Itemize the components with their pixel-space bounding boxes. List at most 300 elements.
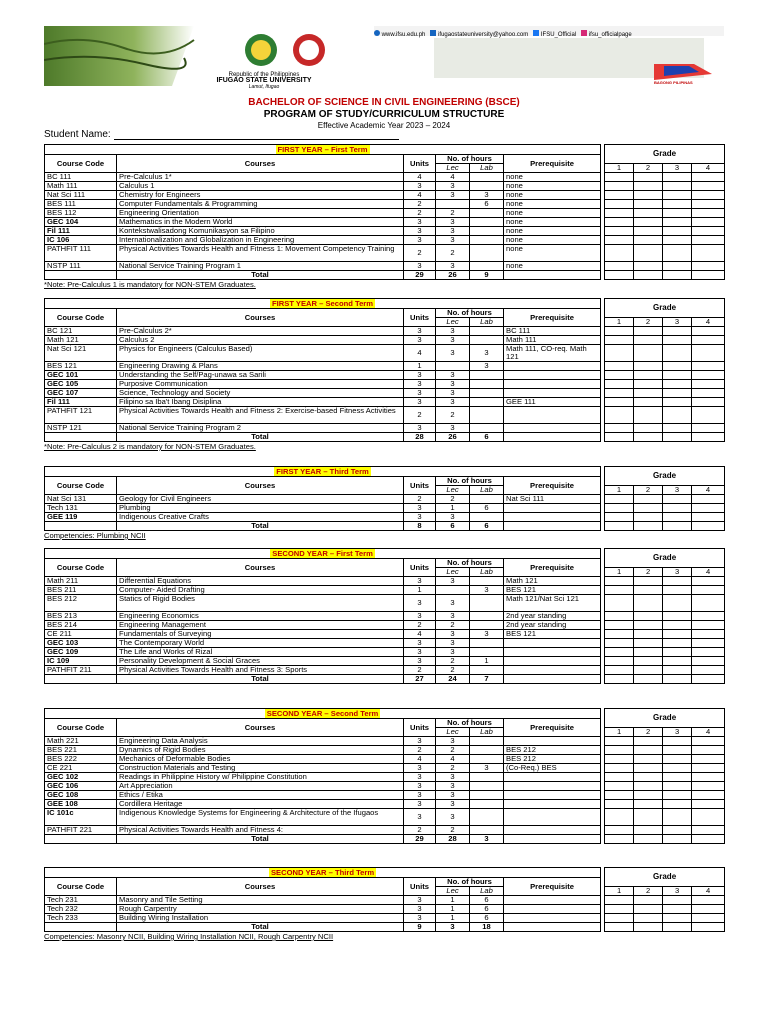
course-code: Math 121 <box>45 336 117 345</box>
grade-col-3: 3 <box>663 486 692 495</box>
grade-cell[interactable] <box>605 630 634 639</box>
grade-cell[interactable] <box>605 621 634 630</box>
course-lec: 1 <box>436 504 470 513</box>
grade-cell[interactable] <box>634 236 663 245</box>
grade-cell[interactable] <box>692 380 725 389</box>
grade-cell[interactable] <box>692 782 725 791</box>
grade-cell[interactable] <box>634 612 663 621</box>
grade-cell[interactable] <box>605 209 634 218</box>
grade-cell[interactable] <box>663 746 692 755</box>
grade-cell[interactable] <box>663 826 692 835</box>
grade-cell[interactable] <box>605 407 634 424</box>
grade-cell[interactable] <box>605 191 634 200</box>
grade-cell[interactable] <box>692 657 725 666</box>
course-lab <box>470 227 504 236</box>
grade-cell[interactable] <box>692 245 725 262</box>
grade-cell[interactable] <box>605 746 634 755</box>
grade-cell[interactable] <box>605 612 634 621</box>
grade-cell[interactable] <box>663 513 692 522</box>
grade-cell[interactable] <box>692 371 725 380</box>
grade-cell[interactable] <box>663 245 692 262</box>
course-units: 3 <box>404 513 436 522</box>
course-lab <box>470 245 504 262</box>
course-units: 3 <box>404 648 436 657</box>
grade-cell[interactable] <box>663 262 692 271</box>
facebook-link[interactable]: IFSU_Official <box>540 32 577 38</box>
course-code: IC 106 <box>45 236 117 245</box>
course-code: PATHFIT 121 <box>45 407 117 424</box>
grade-cell[interactable] <box>692 362 725 371</box>
grade-cell[interactable] <box>692 621 725 630</box>
grade-cell[interactable] <box>605 495 634 504</box>
course-units: 3 <box>404 800 436 809</box>
course-title: Engineering Drawing & Plans <box>117 362 404 371</box>
col-course-code: Course Code <box>45 559 117 577</box>
course-units: 3 <box>404 737 436 746</box>
course-row <box>45 182 725 191</box>
grade-cell[interactable] <box>663 362 692 371</box>
grade-cell[interactable] <box>634 495 663 504</box>
course-title: Physical Activities Towards Health and Fitness 4: <box>117 826 404 835</box>
total-lab: 3 <box>470 835 504 844</box>
course-code: NSTP 111 <box>45 262 117 271</box>
term-title: SECOND YEAR – Third Term <box>45 868 601 878</box>
grade-cell[interactable] <box>663 407 692 424</box>
grade-cell[interactable] <box>605 586 634 595</box>
course-row <box>45 639 725 648</box>
grade-cell[interactable] <box>605 791 634 800</box>
grade-cell[interactable] <box>663 200 692 209</box>
course-lab <box>470 173 504 182</box>
grade-cell[interactable] <box>663 209 692 218</box>
grade-cell[interactable] <box>692 173 725 182</box>
course-row <box>45 586 725 595</box>
email-link[interactable]: ifugaostateuniversity@yahoo.com <box>438 32 529 38</box>
course-code: GEE 108 <box>45 800 117 809</box>
col-lab: Lab <box>470 164 504 173</box>
student-name-field[interactable] <box>114 130 399 140</box>
course-lab: 3 <box>470 630 504 639</box>
grade-cell[interactable] <box>634 621 663 630</box>
course-title: Engineering Management <box>117 621 404 630</box>
grade-cell[interactable] <box>605 345 634 362</box>
grade-col-2: 2 <box>634 318 663 327</box>
grade-cell[interactable] <box>634 262 663 271</box>
course-code: BES 221 <box>45 746 117 755</box>
course-row <box>45 336 725 345</box>
course-prerequisite: Math 111, CO-req. Math 121 <box>504 345 601 362</box>
course-units: 3 <box>404 336 436 345</box>
col-lec: Lec <box>436 486 470 495</box>
term-table <box>44 466 725 531</box>
grade-cell[interactable] <box>605 327 634 336</box>
total-label: Total <box>117 923 404 932</box>
col-lab: Lab <box>470 318 504 327</box>
grade-cell[interactable] <box>663 896 692 905</box>
grade-cell[interactable] <box>605 737 634 746</box>
grade-cell[interactable] <box>663 800 692 809</box>
grade-cell[interactable] <box>692 336 725 345</box>
grade-cell[interactable] <box>605 896 634 905</box>
grade-cell[interactable] <box>634 746 663 755</box>
term-title: FIRST YEAR – Second Term <box>45 299 601 309</box>
course-row <box>45 896 725 905</box>
grade-cell[interactable] <box>605 245 634 262</box>
grade-cell[interactable] <box>605 236 634 245</box>
student-name-label: Student Name: <box>44 129 111 140</box>
grade-cell[interactable] <box>663 666 692 675</box>
grade-cell[interactable] <box>634 791 663 800</box>
course-units: 3 <box>404 389 436 398</box>
grade-cell[interactable] <box>692 586 725 595</box>
course-units: 3 <box>404 218 436 227</box>
grade-cell[interactable] <box>605 648 634 657</box>
grade-cell[interactable] <box>634 914 663 923</box>
col-prerequisite: Prerequisite <box>504 559 601 577</box>
course-units: 2 <box>404 407 436 424</box>
course-lec: 3 <box>436 371 470 380</box>
grade-cell[interactable] <box>605 764 634 773</box>
grade-cell[interactable] <box>634 595 663 612</box>
course-code: PATHFIT 221 <box>45 826 117 835</box>
grade-cell[interactable] <box>605 182 634 191</box>
grade-cell[interactable] <box>634 389 663 398</box>
grade-cell[interactable] <box>663 345 692 362</box>
grade-cell[interactable] <box>692 595 725 612</box>
grade-cell[interactable] <box>634 639 663 648</box>
grade-cell[interactable] <box>692 648 725 657</box>
total-units: 28 <box>404 433 436 442</box>
grade-col-2: 2 <box>634 887 663 896</box>
grade-cell[interactable] <box>605 577 634 586</box>
grade-cell[interactable] <box>605 262 634 271</box>
course-code: Tech 232 <box>45 905 117 914</box>
grade-cell[interactable] <box>605 380 634 389</box>
col-units: Units <box>404 878 436 896</box>
course-row <box>45 398 725 407</box>
course-code: GEC 106 <box>45 782 117 791</box>
col-prerequisite: Prerequisite <box>504 878 601 896</box>
course-lab <box>470 782 504 791</box>
grade-cell[interactable] <box>692 764 725 773</box>
grade-cell[interactable] <box>634 245 663 262</box>
grade-cell[interactable] <box>663 791 692 800</box>
grade-cell[interactable] <box>634 380 663 389</box>
grade-cell[interactable] <box>692 398 725 407</box>
instagram-link[interactable]: ifsu_officialpage <box>588 32 632 38</box>
grade-cell[interactable] <box>663 218 692 227</box>
grade-cell[interactable] <box>605 227 634 236</box>
grade-cell[interactable] <box>692 577 725 586</box>
grade-cell[interactable] <box>605 755 634 764</box>
grade-cell[interactable] <box>692 513 725 522</box>
grade-cell[interactable] <box>692 630 725 639</box>
grade-cell[interactable] <box>692 612 725 621</box>
grade-cell[interactable] <box>634 218 663 227</box>
grade-cell[interactable] <box>605 513 634 522</box>
grade-cell[interactable] <box>663 914 692 923</box>
course-lab <box>470 648 504 657</box>
grade-cell[interactable] <box>663 773 692 782</box>
grade-cell[interactable] <box>605 914 634 923</box>
course-prerequisite <box>504 648 601 657</box>
grade-cell[interactable] <box>634 424 663 433</box>
grade-cell[interactable] <box>634 586 663 595</box>
course-title: Masonry and Tile Setting <box>117 896 404 905</box>
course-prerequisite <box>504 666 601 675</box>
course-lec: 1 <box>436 896 470 905</box>
grade-cell[interactable] <box>605 666 634 675</box>
course-prerequisite <box>504 826 601 835</box>
grade-cell[interactable] <box>634 336 663 345</box>
course-code: Tech 231 <box>45 896 117 905</box>
grade-cell[interactable] <box>692 495 725 504</box>
grade-cell[interactable] <box>663 621 692 630</box>
grade-cell[interactable] <box>634 826 663 835</box>
grade-cell[interactable] <box>634 209 663 218</box>
course-title: Science, Technology and Society <box>117 389 404 398</box>
grade-cell[interactable] <box>605 218 634 227</box>
course-row <box>45 666 725 675</box>
grade-cell[interactable] <box>692 182 725 191</box>
grade-cell[interactable] <box>634 764 663 773</box>
grade-cell[interactable] <box>692 639 725 648</box>
grade-cell[interactable] <box>634 782 663 791</box>
course-lec: 3 <box>436 612 470 621</box>
course-row <box>45 612 725 621</box>
grade-cell[interactable] <box>634 513 663 522</box>
grade-cell[interactable] <box>663 630 692 639</box>
grade-cell[interactable] <box>634 755 663 764</box>
course-code: BES 121 <box>45 362 117 371</box>
grade-cell[interactable] <box>663 182 692 191</box>
grade-cell[interactable] <box>634 896 663 905</box>
grade-col-1: 1 <box>605 486 634 495</box>
course-title: Calculus 2 <box>117 336 404 345</box>
grade-cell[interactable] <box>634 800 663 809</box>
course-row <box>45 327 725 336</box>
grade-cell[interactable] <box>663 398 692 407</box>
col-lec: Lec <box>436 887 470 896</box>
course-units: 1 <box>404 362 436 371</box>
course-title: Filipino sa Iba't Ibang Disiplina <box>117 398 404 407</box>
course-row <box>45 737 725 746</box>
grade-cell[interactable] <box>634 504 663 513</box>
grade-cell[interactable] <box>663 755 692 764</box>
header-banner <box>44 24 724 88</box>
col-course-code: Course Code <box>45 309 117 327</box>
course-lec: 3 <box>436 513 470 522</box>
grade-cell[interactable] <box>663 595 692 612</box>
course-lec: 2 <box>436 209 470 218</box>
col-courses: Courses <box>117 309 404 327</box>
grade-cell[interactable] <box>605 809 634 826</box>
grade-cell[interactable] <box>634 200 663 209</box>
grade-cell[interactable] <box>663 612 692 621</box>
grade-cell[interactable] <box>692 407 725 424</box>
grade-cell[interactable] <box>634 737 663 746</box>
course-row <box>45 782 725 791</box>
grade-cell[interactable] <box>663 737 692 746</box>
grade-cell[interactable] <box>605 389 634 398</box>
grade-cell[interactable] <box>663 191 692 200</box>
course-row <box>45 773 725 782</box>
grade-cell[interactable] <box>634 371 663 380</box>
grade-cell[interactable] <box>634 173 663 182</box>
course-title: Physics for Engineers (Calculus Based) <box>117 345 404 362</box>
grade-cell[interactable] <box>663 380 692 389</box>
grade-col-4: 4 <box>692 318 725 327</box>
course-lab: 6 <box>470 914 504 923</box>
grade-cell[interactable] <box>634 630 663 639</box>
course-code: BC 111 <box>45 173 117 182</box>
grade-cell[interactable] <box>692 504 725 513</box>
grade-cell[interactable] <box>663 764 692 773</box>
grade-cell[interactable] <box>605 800 634 809</box>
grade-cell[interactable] <box>605 657 634 666</box>
course-prerequisite: none <box>504 191 601 200</box>
grade-cell[interactable] <box>663 657 692 666</box>
grade-cell[interactable] <box>634 666 663 675</box>
grade-cell[interactable] <box>663 586 692 595</box>
grade-cell[interactable] <box>634 398 663 407</box>
grade-cell[interactable] <box>692 191 725 200</box>
grade-cell[interactable] <box>692 236 725 245</box>
grade-cell[interactable] <box>692 746 725 755</box>
grade-cell[interactable] <box>605 424 634 433</box>
grade-cell[interactable] <box>692 345 725 362</box>
grade-cell[interactable] <box>605 371 634 380</box>
grade-cell[interactable] <box>605 362 634 371</box>
grade-cell[interactable] <box>605 639 634 648</box>
course-prerequisite <box>504 657 601 666</box>
grade-col-2: 2 <box>634 486 663 495</box>
grade-cell[interactable] <box>663 495 692 504</box>
course-lec: 3 <box>436 773 470 782</box>
course-lab: 1 <box>470 657 504 666</box>
course-lec: 3 <box>436 639 470 648</box>
grade-cell[interactable] <box>605 336 634 345</box>
grade-cell[interactable] <box>692 773 725 782</box>
total-lab: 9 <box>470 271 504 280</box>
grade-cell[interactable] <box>605 782 634 791</box>
website-link[interactable]: www.ifsu.edu.ph <box>381 32 426 38</box>
grade-cell[interactable] <box>692 905 725 914</box>
grade-cell[interactable] <box>692 896 725 905</box>
grade-cell[interactable] <box>663 227 692 236</box>
grade-cell[interactable] <box>663 371 692 380</box>
grade-cell[interactable] <box>692 755 725 764</box>
col-courses: Courses <box>117 477 404 495</box>
grade-cell[interactable] <box>692 389 725 398</box>
course-lab <box>470 495 504 504</box>
grade-cell[interactable] <box>634 191 663 200</box>
grade-cell[interactable] <box>605 398 634 407</box>
grade-cell[interactable] <box>634 905 663 914</box>
grade-cell[interactable] <box>663 236 692 245</box>
grade-cell[interactable] <box>605 595 634 612</box>
grade-cell[interactable] <box>692 666 725 675</box>
grade-cell[interactable] <box>663 577 692 586</box>
grade-cell[interactable] <box>692 791 725 800</box>
grade-cell[interactable] <box>605 504 634 513</box>
grade-cell[interactable] <box>692 826 725 835</box>
grade-cell[interactable] <box>605 905 634 914</box>
grade-cell[interactable] <box>634 809 663 826</box>
grade-cell[interactable] <box>663 648 692 657</box>
grade-cell[interactable] <box>605 173 634 182</box>
course-code: NSTP 121 <box>45 424 117 433</box>
grade-cell[interactable] <box>692 424 725 433</box>
grade-cell[interactable] <box>634 648 663 657</box>
grade-cell[interactable] <box>663 809 692 826</box>
grade-cell[interactable] <box>634 407 663 424</box>
course-lab <box>470 791 504 800</box>
grade-cell[interactable] <box>634 227 663 236</box>
course-row <box>45 245 725 262</box>
grade-cell[interactable] <box>692 200 725 209</box>
grade-col-3: 3 <box>663 318 692 327</box>
course-title: Computer- Aided Drafting <box>117 586 404 595</box>
course-code: Math 211 <box>45 577 117 586</box>
grade-cell[interactable] <box>663 639 692 648</box>
course-code: PATHFIT 111 <box>45 245 117 262</box>
grade-cell[interactable] <box>605 773 634 782</box>
grade-cell[interactable] <box>663 424 692 433</box>
grade-cell[interactable] <box>692 914 725 923</box>
course-code: IC 101c <box>45 809 117 826</box>
grade-cell[interactable] <box>663 327 692 336</box>
grade-cell[interactable] <box>692 227 725 236</box>
grade-header: Grade <box>605 145 725 164</box>
grade-col-1: 1 <box>605 318 634 327</box>
grade-cell[interactable] <box>663 905 692 914</box>
grade-col-4: 4 <box>692 728 725 737</box>
col-lab: Lab <box>470 486 504 495</box>
course-row <box>45 764 725 773</box>
course-title: The Contemporary World <box>117 639 404 648</box>
grade-cell[interactable] <box>634 577 663 586</box>
grade-col-2: 2 <box>634 728 663 737</box>
course-row <box>45 424 725 433</box>
grade-cell[interactable] <box>634 657 663 666</box>
grade-cell[interactable] <box>634 773 663 782</box>
grade-cell[interactable] <box>634 182 663 191</box>
grade-cell[interactable] <box>634 362 663 371</box>
grade-cell[interactable] <box>663 389 692 398</box>
col-hours: No. of hours <box>436 559 504 568</box>
grade-cell[interactable] <box>605 200 634 209</box>
course-code: Fil 111 <box>45 227 117 236</box>
grade-cell[interactable] <box>663 504 692 513</box>
grade-cell[interactable] <box>634 345 663 362</box>
course-lab: 3 <box>470 191 504 200</box>
grade-cell[interactable] <box>692 737 725 746</box>
grade-cell[interactable] <box>692 209 725 218</box>
grade-cell[interactable] <box>692 327 725 336</box>
grade-cell[interactable] <box>692 262 725 271</box>
grade-cell[interactable] <box>605 826 634 835</box>
grade-cell[interactable] <box>663 782 692 791</box>
grade-cell[interactable] <box>692 218 725 227</box>
grade-cell[interactable] <box>634 327 663 336</box>
grade-cell[interactable] <box>663 336 692 345</box>
grade-cell[interactable] <box>692 800 725 809</box>
grade-cell[interactable] <box>663 173 692 182</box>
grade-cell[interactable] <box>692 809 725 826</box>
total-label: Total <box>117 835 404 844</box>
col-prerequisite: Prerequisite <box>504 477 601 495</box>
